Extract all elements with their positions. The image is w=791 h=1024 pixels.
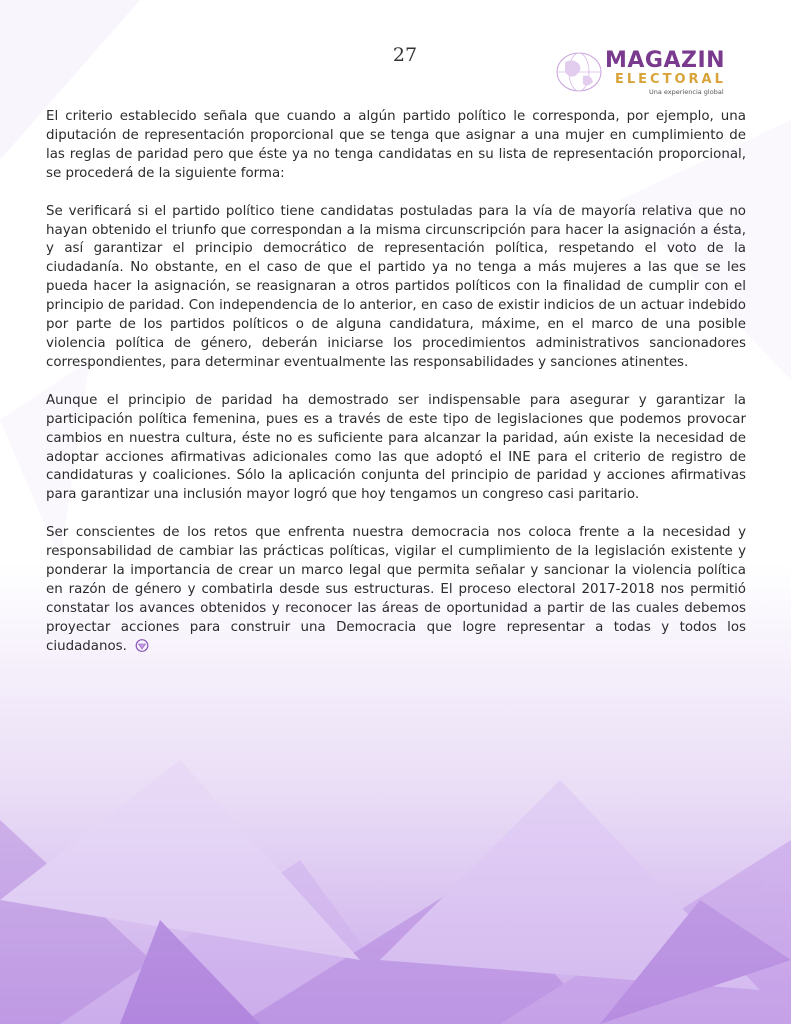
logo-tagline: Una experiencia global [649, 88, 724, 96]
article-body [46, 108, 746, 676]
paragraph: Aunque el principio de paridad ha demostrado ser indispensable para asegurar y garantizar la participación política femenina, pues es a través de este tipo de legislaciones que podemos provocar cambios en nuestra cultura, éste no es suficiente para alcanzar la paridad, aún existe la necesidad de adoptar acciones afirmativas adicionales como las que adoptó el INE para el criterio de registro de candidaturas y coaliciones. Sólo la aplicación conjunta del principio de paridad y acciones afirmativas para garantizar una inclusión mayor logró que hoy tengamos un congreso casi paritario. [46, 392, 746, 503]
paragraph: El criterio establecido señala que cuando a algún partido político le corresponda, por ejemplo, una diputación de representación proporcional que se tenga que asignar a una mujer en cumplimiento de las reglas de paridad pero que éste ya no tenga candidatas en su lista de representación proporcional, se procederá de la siguiente forma: [46, 109, 746, 181]
globe-icon [553, 50, 605, 94]
logo-subtitle: ELECTORAL [615, 72, 726, 87]
paragraph-text: Ser conscientes de los retos que enfrenta nuestra democracia nos coloca frente a la necesidad y responsabilidad de cambiar las prácticas políticas, vigilar el cumplimiento de la legislación existente y ponderar la importancia de crear un marco legal que permita señalar y sancionar la violencia política en razón de género y combatirla desde sus estructuras. El proceso electoral 2017-2018 nos permitió constatar los avances obtenidos y reconocer las áreas de oportunidad a partir de las cuales debemos proyectar acciones para construir una Democracia que logre representar a todas y todos los ciudadanos. [46, 525, 746, 654]
logo-title: MAGAZIN [605, 48, 726, 73]
magazin-electoral-logo [553, 48, 733, 100]
paragraph: Se verificará si el partido político tiene candidatas postuladas para la vía de mayoría relativa que no hayan obtenido el triunfo que correspondan a la misma circunscripción para hacer la asignación a ésta, y así garantizar el principio democrático de representación política, respetando el voto de la ciudadanía. No obstante, en el caso de que el partido ya no tenga a más mujeres a las que se les pueda hacer la asignación, se reasignaran a otros partidos políticos con la finalidad de cumplir con el principio de paridad. Con independencia de lo anterior, en caso de existir indicios de un actuar indebido por parte de los partidos políticos o de alguna candidatura, máxime, en el marco de una posible violencia política de género, deberán iniciarse los procedimientos administrativos sancionadores correspondientes, para determinar eventualmente las responsabilidades y sanciones atinentes. [46, 203, 746, 370]
page-number: 27 [392, 44, 418, 66]
end-mark-icon [135, 639, 149, 652]
paragraph-last [46, 524, 746, 656]
